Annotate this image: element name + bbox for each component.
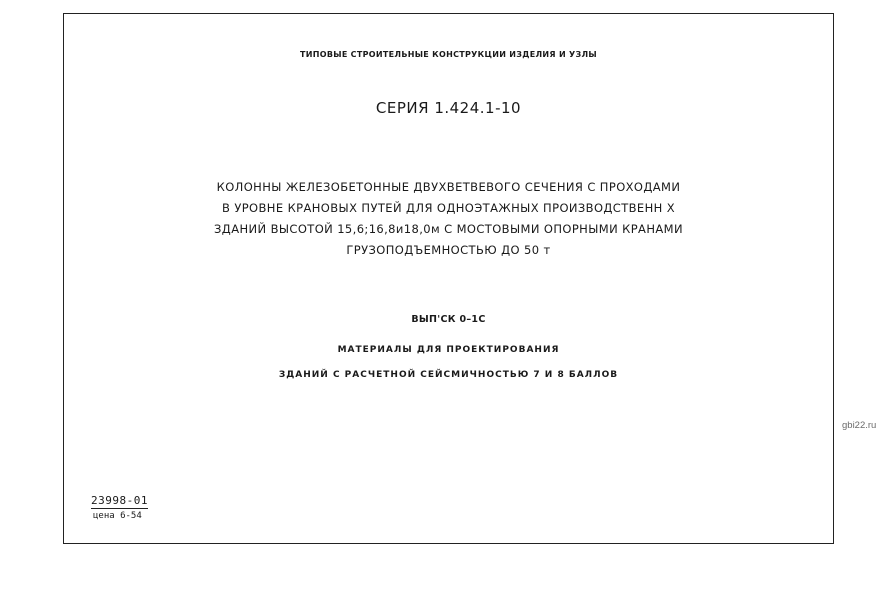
price-label: цена 6-54 (93, 511, 142, 521)
title-line-3: ЗДАНИЙ ВЫСОТОЙ 15,6;16,8и18,0м С МОСТОВЫМИ ОПОРНЫМИ КРАНАМИ (214, 222, 683, 236)
drawing-sheet-frame (63, 13, 834, 544)
seismic-subtitle: ЗДАНИЙ С РАСЧЕТНОЙ СЕЙСМИЧНОСТЬЮ 7 И 8 БАЛЛОВ (278, 370, 619, 380)
document-number: 23998-01 (91, 494, 148, 507)
title-line-2: В УРОВНЕ КРАНОВЫХ ПУТЕЙ ДЛЯ ОДНОЭТАЖНЫХ ПРОИЗВОДСТВЕНН Х (221, 201, 676, 215)
watermark-text: gbi22.ru (842, 420, 876, 431)
title-line-4: ГРУЗОПОДЪЕМНОСТЬЮ ДО 50 т (346, 243, 551, 257)
title-line-1: КОЛОННЫ ЖЕЛЕЗОБЕТОННЫЕ ДВУХВЕТВЕВОГО СЕЧЕНИЯ С ПРОХОДАМИ (216, 180, 681, 194)
issue-label: ВЫП'СК 0–1С (411, 314, 486, 325)
series-number: СЕРИЯ 1.424.1-10 (375, 99, 522, 117)
materials-subtitle: МАТЕРИАЛЫ ДЛЯ ПРОЕКТИРОВАНИЯ (337, 345, 560, 355)
collection-header: ТИПОВЫЕ СТРОИТЕЛЬНЫЕ КОНСТРУКЦИИ ИЗДЕЛИЯ И УЗЛЫ (299, 50, 598, 59)
